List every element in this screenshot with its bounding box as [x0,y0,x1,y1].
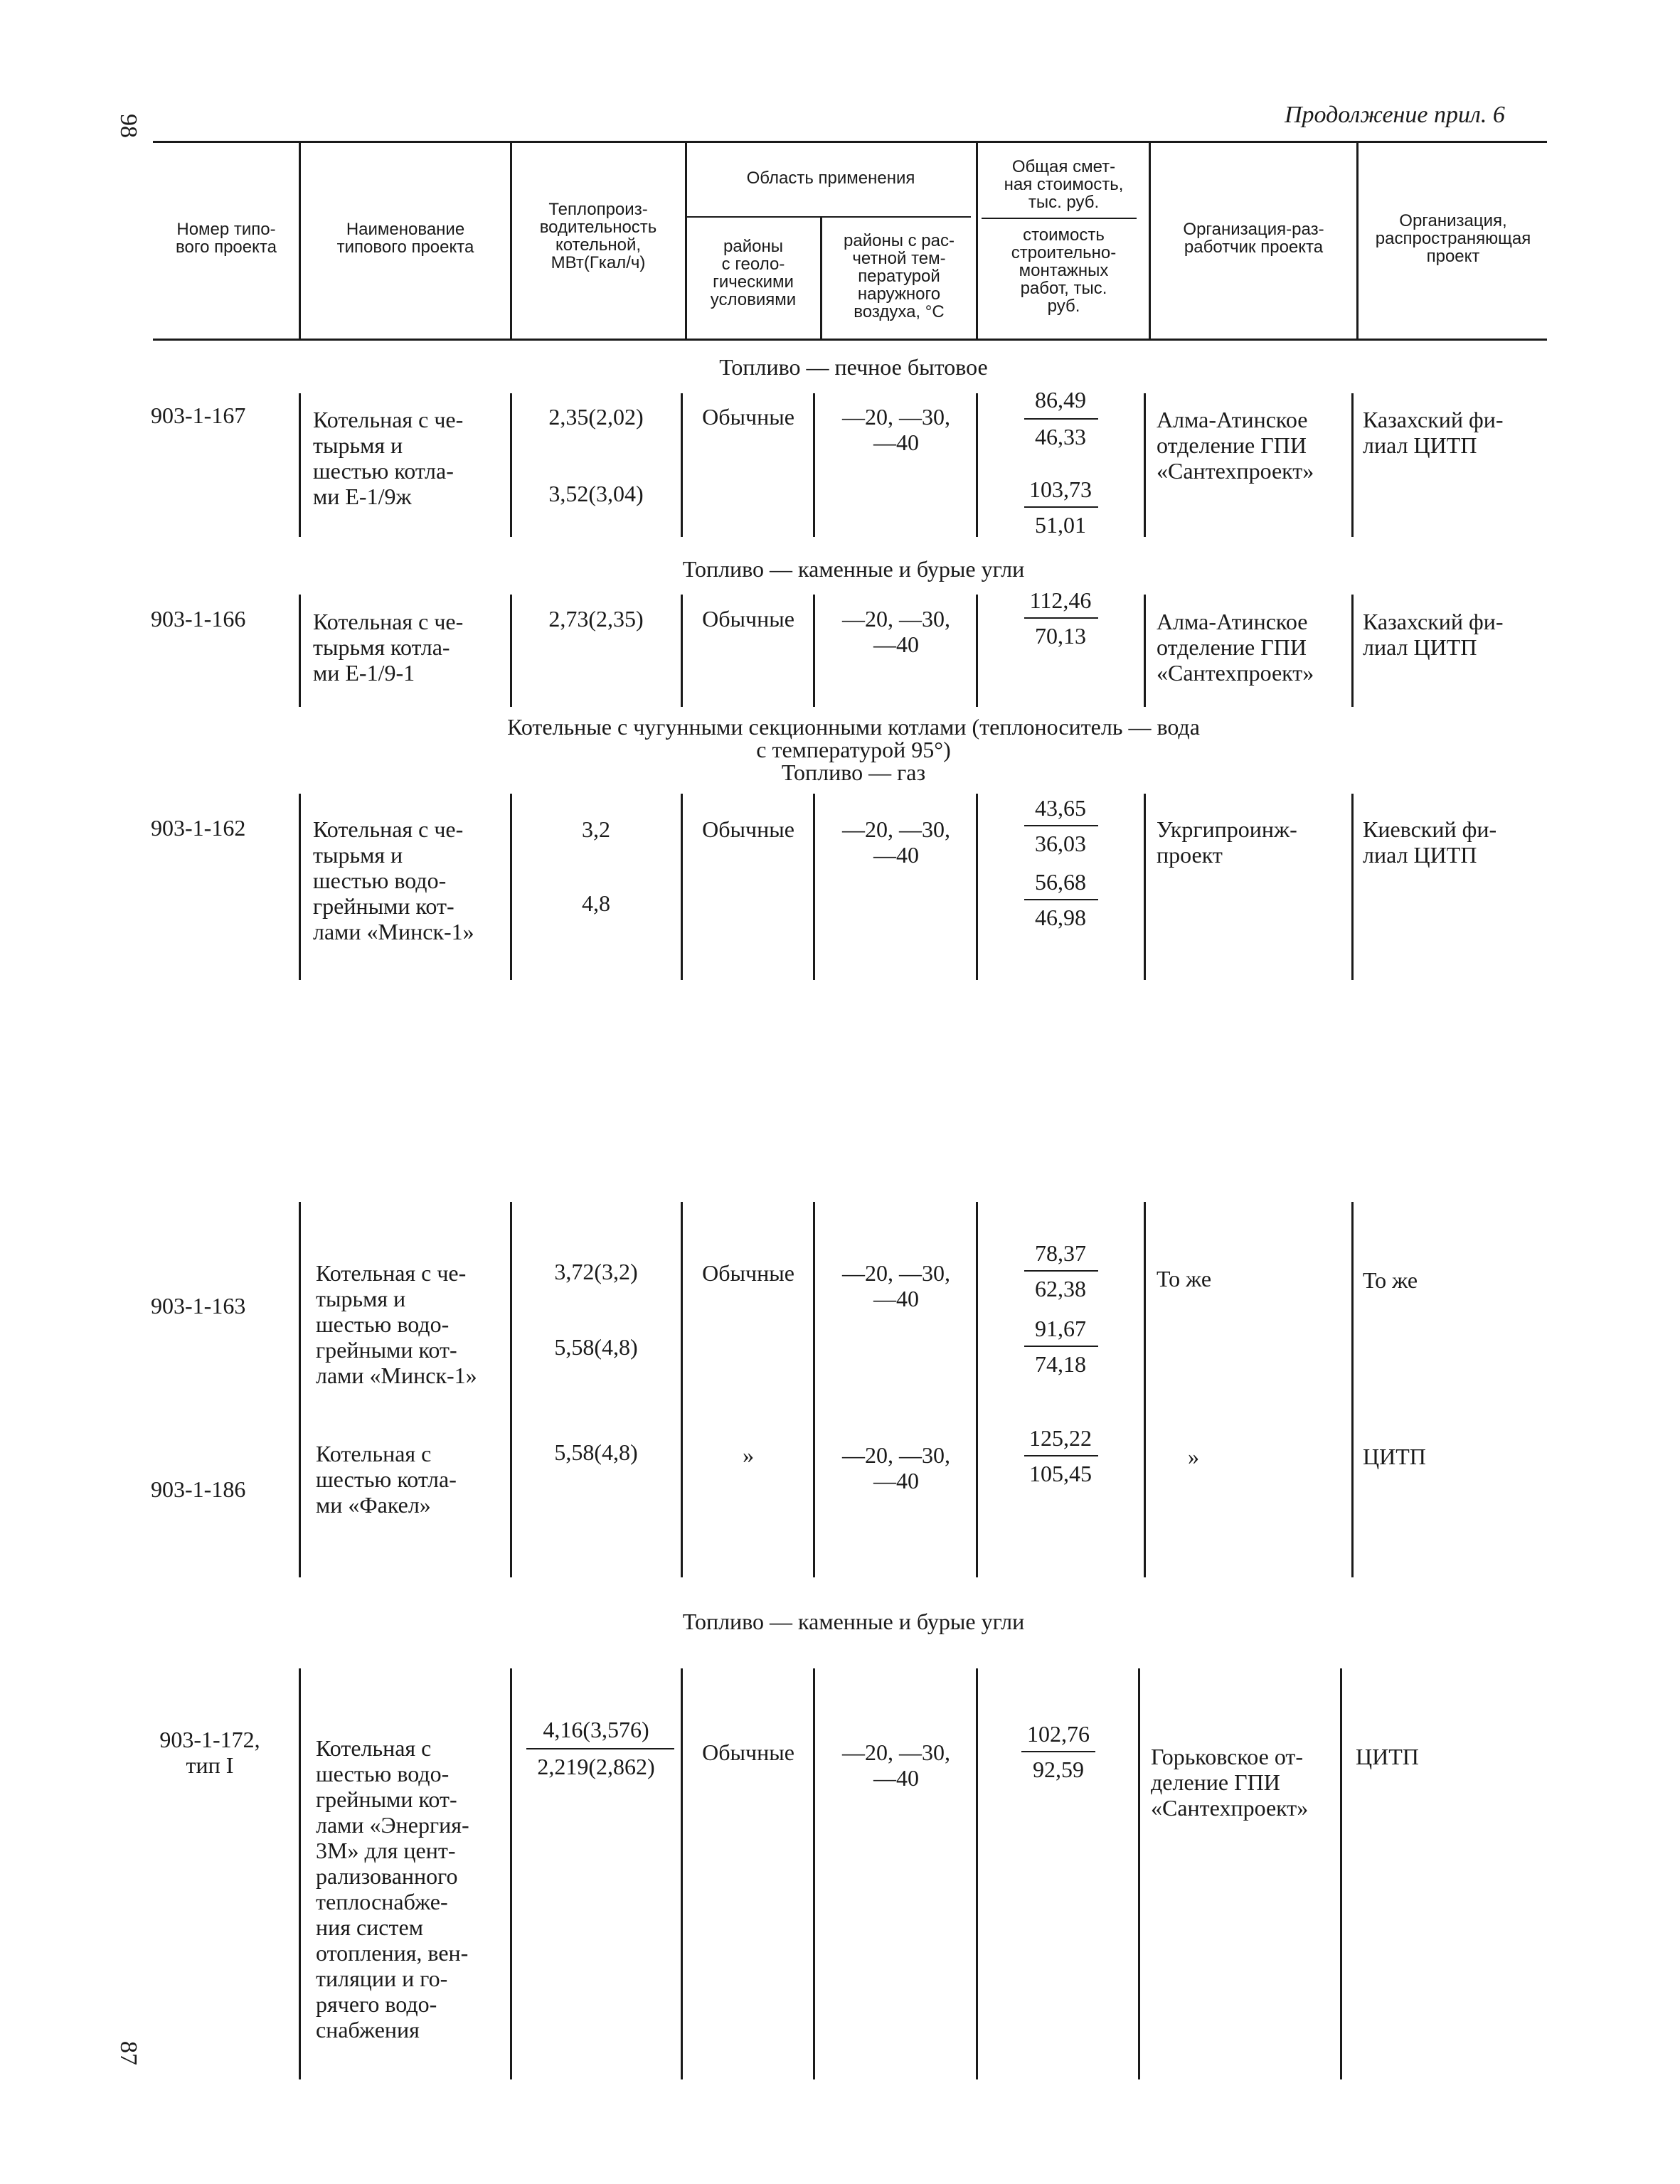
capacity-value: 2,35(2,02) [548,404,644,430]
capacity-value: 4,16(3,576) [543,1717,649,1742]
capacity-value: 3,52(3,04) [548,481,644,506]
capacity-value: 4,8 [582,890,610,916]
developer: Горьковское от- деление ГПИ «Сантехпроект» [1151,1744,1309,1821]
row-divider [681,393,683,537]
cost-construction: 92,59 [1033,1757,1084,1782]
row-divider [976,393,978,537]
hdr-divider [1356,142,1359,339]
hdr-cost: Общая смет- ная стоимость, тыс. руб. [1004,157,1124,212]
row-divider [976,1202,978,1577]
cost-total: 78,37 [1035,1240,1086,1266]
project-number: 903-1-167 [151,403,246,428]
hdr-distributor: Организация, распространяющая проект [1375,211,1531,266]
hdr-divider [299,142,301,339]
cost-construction: 70,13 [1035,623,1086,649]
project-number: 903-1-166 [151,606,246,632]
project-number: 903-1-172, тип I [159,1727,260,1778]
hdr-area: Область применения [746,169,915,188]
developer: » [1188,1444,1199,1469]
cost-construction: 74,18 [1035,1351,1086,1377]
row-divider [1340,1668,1342,2079]
capacity-value: 3,72(3,2) [554,1259,638,1284]
cost-construction: 46,98 [1035,905,1086,930]
geo-conditions: Обычные [702,816,794,842]
fraction-bar [1024,1270,1098,1272]
row-divider [299,393,301,537]
row-divider [976,1668,978,2079]
hdr-divider [976,142,978,339]
capacity-value: 5,58(4,8) [554,1334,638,1360]
geo-conditions: Обычные [702,404,794,430]
row-divider [681,1668,683,2079]
cost-total: 56,68 [1035,869,1086,895]
bottom-page-number: 87 [115,2041,142,2065]
temperature: —20, —30, —40 [842,404,950,455]
row-divider [1138,1668,1140,2079]
distributor: Казахский фи- лиал ЦИТП [1363,407,1504,458]
row-divider [1351,393,1354,537]
hdr-divider [820,218,822,339]
cost-total: 125,22 [1029,1425,1092,1451]
capacity-value: 2,219(2,862) [537,1754,655,1779]
project-number: 903-1-163 [151,1293,246,1319]
project-name: Котельная с шестью водо- грейными кот- лами «Энергия- 3М» для цент- рализованного теплоснабже- ния систем отопления, вен- тиляции и го- рячего водо- снабжения [316,1735,469,2042]
section-title: Котельные с чугунными секционными котлами (теплоноситель — вода [507,714,1200,740]
row-divider [1144,595,1146,707]
project-name: Котельная с че- тырьмя и шестью котла- ми Е-1/9ж [313,407,464,509]
hdr-cost-sub: стоимость строительно- монтажных работ, тыс. руб. [1011,225,1117,316]
hdr-area-temp: районы с рас- четной тем- пературой наружного воздуха, °С [844,231,955,321]
row-divider [1351,1202,1354,1577]
cost-total: 91,67 [1035,1316,1086,1341]
top-page-number: 98 [115,114,142,138]
row-divider [976,595,978,707]
cost-sub-rule [982,218,1137,219]
row-divider [813,393,815,537]
row-divider [813,794,815,980]
row-divider [299,794,301,980]
fraction-bar [1024,506,1098,508]
row-divider [510,595,512,707]
project-name: Котельная с че- тырьмя котла- ми Е-1/9-1 [313,609,464,686]
distributor: Киевский фи- лиал ЦИТП [1363,816,1497,868]
row-divider [1144,1202,1146,1577]
distributor: ЦИТП [1356,1744,1419,1769]
distributor: То же [1363,1267,1418,1293]
cost-total: 86,49 [1035,387,1086,412]
row-divider [510,393,512,537]
geo-conditions: Обычные [702,606,794,632]
capacity-value: 3,2 [582,816,610,842]
fraction-bar [1024,617,1098,619]
project-number: 903-1-162 [151,815,246,841]
cost-total: 103,73 [1029,476,1092,502]
developer: Алма-Атинское отделение ГПИ «Сантехпроект» [1157,609,1314,686]
running-title: Продолжение прил. 6 [1285,102,1505,128]
cost-construction: 51,01 [1035,512,1086,538]
cost-construction: 105,45 [1029,1461,1092,1486]
fraction-bar [1024,418,1098,420]
cost-total: 102,76 [1027,1721,1090,1747]
project-name: Котельная с че- тырьмя и шестью водо- грейными кот- лами «Минск-1» [313,816,474,944]
developer: То же [1157,1266,1212,1291]
row-divider [1144,794,1146,980]
project-number: 903-1-186 [151,1476,246,1502]
row-divider [299,595,301,707]
section-title: Топливо — каменные и бурые угли [682,1609,1025,1634]
hdr-area-geo: районы с геоло- гическими условиями [710,237,797,309]
fraction-bar [1024,899,1098,900]
row-divider [681,595,683,707]
hdr-divider [1149,142,1151,339]
row-divider [813,1668,815,2079]
header-top-rule [153,141,1547,143]
distributor: Казахский фи- лиал ЦИТП [1363,609,1504,660]
geo-conditions: Обычные [702,1260,794,1286]
section-title: Топливо — печное бытовое [719,354,988,380]
capacity-value: 2,73(2,35) [548,606,644,632]
hdr-divider [510,142,512,339]
fraction-bar [526,1748,674,1749]
cost-total: 43,65 [1035,795,1086,821]
project-name: Котельная с шестью котла- ми «Факел» [316,1441,457,1518]
area-sub-rule [686,216,971,218]
fraction-bar [1024,825,1098,826]
fraction-bar [1024,1346,1098,1347]
row-divider [299,1668,301,2079]
project-name: Котельная с че- тырьмя и шестью водо- грейными кот- лами «Минск-1» [316,1260,477,1388]
cost-construction: 62,38 [1035,1276,1086,1301]
row-divider [976,794,978,980]
row-divider [510,794,512,980]
row-divider [1351,595,1354,707]
row-divider [299,1202,301,1577]
temperature: —20, —30, —40 [842,606,950,657]
temperature: —20, —30, —40 [842,1740,950,1791]
geo-conditions: » [743,1442,754,1468]
cost-total: 112,46 [1029,587,1092,613]
row-divider [510,1668,512,2079]
section-title: с температурой 95°) [756,737,951,762]
row-divider [681,1202,683,1577]
section-title: Топливо — каменные и бурые угли [682,556,1025,582]
temperature: —20, —30, —40 [842,816,950,868]
row-divider [681,794,683,980]
cost-construction: 36,03 [1035,831,1086,856]
distributor: ЦИТП [1363,1444,1426,1469]
geo-conditions: Обычные [702,1740,794,1765]
hdr-project-name: Наименование типового проекта [336,220,474,257]
fraction-bar [1021,1751,1095,1752]
cost-construction: 46,33 [1035,424,1086,449]
row-divider [1144,393,1146,537]
developer: Алма-Атинское отделение ГПИ «Сантехпроект» [1157,407,1314,484]
temperature: —20, —30, —40 [842,1442,950,1493]
hdr-project-number: Номер типо- вого проекта [176,220,277,257]
temperature: —20, —30, —40 [842,1260,950,1311]
row-divider [1351,794,1354,980]
section-title: Топливо — газ [781,760,926,785]
header-bottom-rule [153,339,1547,341]
hdr-developer: Организация-раз- работчик проекта [1183,220,1324,257]
capacity-value: 5,58(4,8) [554,1439,638,1465]
row-divider [510,1202,512,1577]
fraction-bar [1024,1455,1098,1456]
row-divider [813,595,815,707]
row-divider [813,1202,815,1577]
hdr-capacity: Теплопроиз- водительность котельной, МВт(Гкал/ч) [539,200,657,272]
developer: Укргипроинж- проект [1157,816,1297,868]
